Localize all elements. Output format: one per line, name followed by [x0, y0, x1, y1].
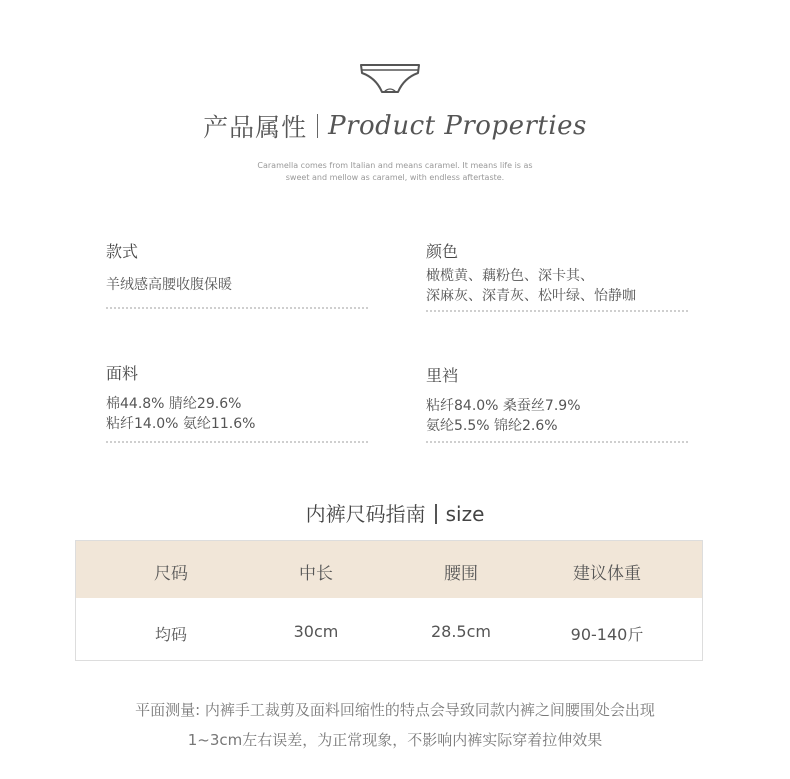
attr-color-value-1: 橄榄黄、藕粉色、深卡其、	[426, 268, 594, 284]
size-table	[75, 540, 703, 661]
header-size: 尺码	[154, 564, 188, 584]
cell-length: 30cm	[293, 622, 339, 641]
size-guide-title-en: size	[445, 502, 485, 526]
cell-size: 均码	[154, 625, 187, 644]
attr-crotch	[426, 366, 688, 443]
tagline-line-1: Caramella comes from Italian and means caramel. It means life is as	[257, 161, 533, 170]
table-header-row	[76, 541, 702, 598]
attr-style-value: 羊绒感高腰收腹保暖	[106, 277, 232, 293]
header-length: 中长	[299, 564, 333, 584]
attr-style	[106, 242, 368, 309]
attr-crotch-title: 里裆	[426, 366, 459, 385]
page-title	[0, 108, 790, 144]
briefs-underwear-icon	[358, 62, 422, 96]
dotted-divider	[426, 310, 688, 312]
attr-fabric-title: 面料	[106, 364, 139, 383]
measurement-note-line-1: 平面测量: 内裤手工裁剪及面料回缩性的特点会导致同款内裤之间腰围处会出现	[135, 701, 655, 719]
brand-tagline	[0, 160, 790, 184]
dotted-divider	[106, 441, 368, 443]
header-waist: 腰围	[444, 564, 478, 584]
dotted-divider	[426, 441, 688, 443]
attr-crotch-value-1: 粘纤84.0% 桑蚕丝7.9%	[426, 398, 581, 414]
attr-fabric-value-2: 粘纤14.0% 氨纶11.6%	[106, 416, 256, 432]
attr-color-title: 颜色	[426, 242, 459, 261]
size-guide-title-cn: 内裤尺码指南	[305, 502, 426, 526]
attr-fabric-value-1: 棉44.8% 腈纶29.6%	[106, 396, 242, 412]
attr-fabric	[106, 364, 368, 443]
attr-style-title: 款式	[106, 242, 139, 261]
tagline-line-2: sweet and mellow as caramel, with endless aftertaste.	[285, 173, 505, 182]
measurement-note-line-2: 1~3cm左右误差，为正常现象，不影响内裤实际穿着拉伸效果	[187, 731, 603, 749]
attr-color-value-2: 深麻灰、深青灰、松叶绿、怡静咖	[426, 288, 636, 304]
title-english: Product Properties	[328, 111, 587, 141]
title-divider	[435, 504, 437, 524]
cell-weight: 90-140斤	[570, 625, 644, 644]
dotted-divider	[106, 307, 368, 309]
header-weight: 建议体重	[573, 564, 641, 584]
title-chinese: 产品属性	[203, 113, 308, 142]
attr-crotch-value-2: 氨纶5.5% 锦纶2.6%	[426, 418, 558, 434]
size-guide-title	[0, 498, 790, 527]
cell-waist: 28.5cm	[430, 622, 491, 641]
table-row	[76, 598, 702, 660]
title-divider	[317, 114, 318, 138]
attr-color	[426, 242, 688, 312]
